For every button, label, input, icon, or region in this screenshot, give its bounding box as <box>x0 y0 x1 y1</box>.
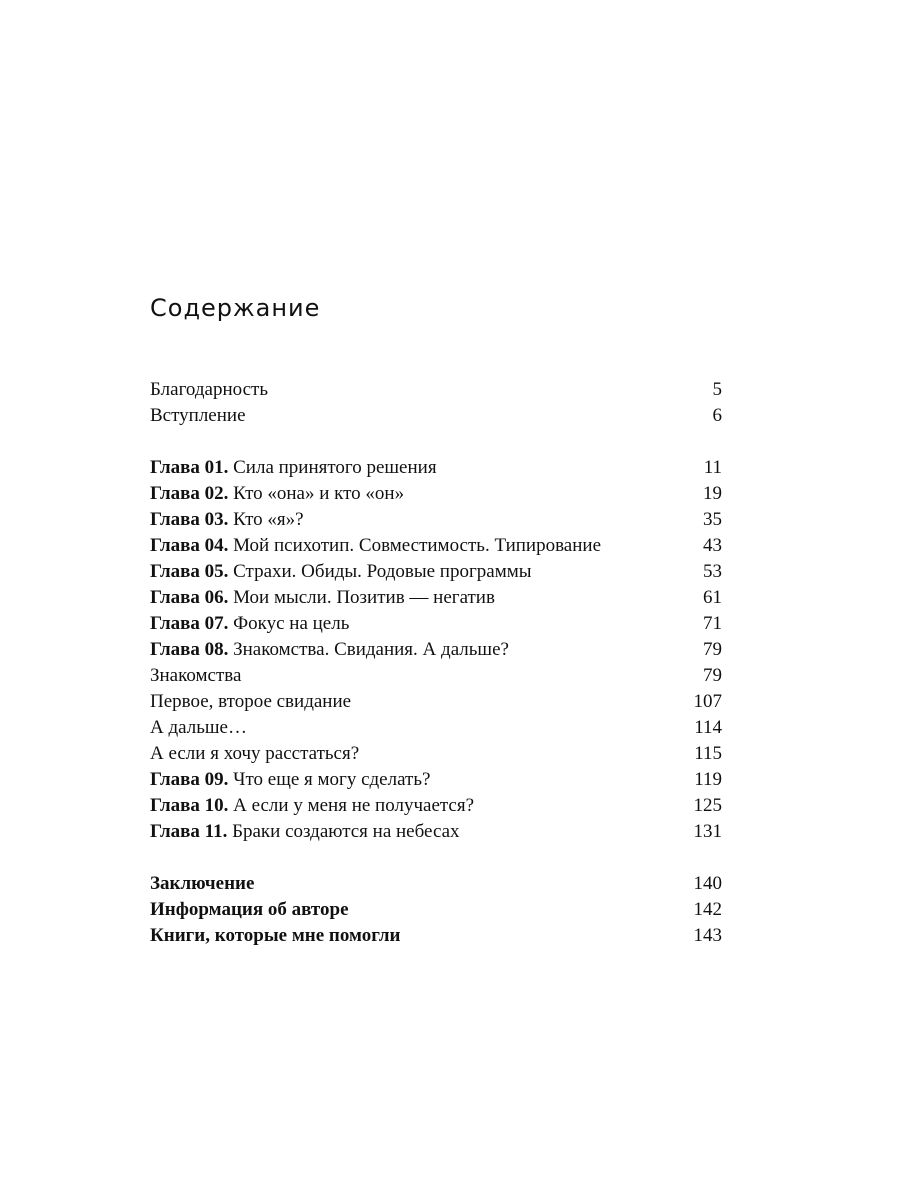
toc-intro-list <box>150 377 722 429</box>
entry-text <box>150 559 532 585</box>
toc-section-entry <box>150 663 722 689</box>
toc-entry <box>150 871 722 897</box>
entry-text <box>150 767 430 793</box>
toc-entry <box>150 897 722 923</box>
entry-title: Заключение <box>150 873 255 894</box>
entry-title: Мой психотип. Совместимость. Типирование <box>233 535 602 556</box>
entry-title: Кто «она» и кто «он» <box>233 483 405 504</box>
entry-title: Браки создаются на небесах <box>232 821 460 842</box>
entry-text <box>150 507 304 533</box>
entry-title: Кто «я»? <box>233 509 304 530</box>
chapter-number: Глава 03. <box>150 509 229 530</box>
toc-section-entry <box>150 741 722 767</box>
entry-page-number: 125 <box>693 795 722 816</box>
entry-text <box>150 481 404 507</box>
chapter-number: Глава 09. <box>150 769 229 790</box>
chapter-number: Глава 06. <box>150 587 229 608</box>
chapter-number: Глава 10. <box>150 795 229 816</box>
toc-section-entry <box>150 715 722 741</box>
toc-chapter-entry <box>150 585 722 611</box>
toc-chapter-entry <box>150 637 722 663</box>
entry-page-number: 61 <box>703 587 722 608</box>
entry-title: Книги, которые мне помогли <box>150 925 401 946</box>
toc-entry <box>150 923 722 949</box>
entry-title: Информация об авторе <box>150 899 349 920</box>
toc-chapter-entry <box>150 507 722 533</box>
entry-page-number: 115 <box>694 743 722 764</box>
toc-chapter-entry <box>150 455 722 481</box>
entry-page-number: 6 <box>712 405 722 426</box>
entry-text <box>150 533 601 559</box>
toc-entry <box>150 377 722 403</box>
entry-text <box>150 455 437 481</box>
entry-title: Что еще я могу сделать? <box>233 769 431 790</box>
chapter-number: Глава 02. <box>150 483 229 504</box>
toc-chapters-list <box>150 455 722 845</box>
entry-page-number: 71 <box>703 613 722 634</box>
entry-page-number: 107 <box>693 691 722 712</box>
entry-title: Знакомства <box>150 665 242 686</box>
toc-chapter-entry <box>150 533 722 559</box>
entry-text <box>150 611 349 637</box>
entry-page-number: 11 <box>703 457 722 478</box>
entry-title: Вступление <box>150 405 246 426</box>
entry-page-number: 5 <box>712 379 722 400</box>
chapter-number: Глава 07. <box>150 613 229 634</box>
toc-chapter-entry <box>150 611 722 637</box>
entry-title: Благодарность <box>150 379 268 400</box>
toc-end-matter-list <box>150 871 722 949</box>
entry-page-number: 79 <box>703 639 722 660</box>
entry-page-number: 131 <box>693 821 722 842</box>
chapter-number: Глава 11. <box>150 821 228 842</box>
entry-title: А если я хочу расстаться? <box>150 743 360 764</box>
toc-chapter-entry <box>150 793 722 819</box>
entry-title: Первое, второе свидание <box>150 691 352 712</box>
entry-title: Мои мысли. Позитив — негатив <box>233 587 495 608</box>
toc-chapter-entry <box>150 819 722 845</box>
entry-page-number: 53 <box>703 561 722 582</box>
entry-text <box>150 637 509 663</box>
entry-page-number: 114 <box>694 717 722 738</box>
toc-section-entry <box>150 689 722 715</box>
entry-page-number: 142 <box>693 899 722 920</box>
entry-page-number: 19 <box>703 483 722 504</box>
entry-title: А если у меня не получается? <box>233 795 475 816</box>
toc-chapter-entry <box>150 767 722 793</box>
toc-chapter-entry <box>150 481 722 507</box>
entry-title: Сила принятого решения <box>233 457 437 478</box>
entry-page-number: 143 <box>693 925 722 946</box>
entry-text <box>150 585 495 611</box>
entry-title: А дальше… <box>150 717 247 738</box>
toc-chapter-entry <box>150 559 722 585</box>
entry-page-number: 35 <box>703 509 722 530</box>
entry-page-number: 79 <box>703 665 722 686</box>
entry-page-number: 43 <box>703 535 722 556</box>
entry-title: Фокус на цель <box>233 613 350 634</box>
chapter-number: Глава 05. <box>150 561 229 582</box>
entry-title: Знакомства. Свидания. А дальше? <box>233 639 509 660</box>
entry-text <box>150 793 474 819</box>
entry-page-number: 140 <box>693 873 722 894</box>
chapter-number: Глава 04. <box>150 535 229 556</box>
toc-entry <box>150 403 722 429</box>
entry-title: Страхи. Обиды. Родовые программы <box>233 561 532 582</box>
entry-text <box>150 819 460 845</box>
page-title: Содержание <box>150 294 321 322</box>
chapter-number: Глава 01. <box>150 457 229 478</box>
chapter-number: Глава 08. <box>150 639 229 660</box>
entry-page-number: 119 <box>694 769 722 790</box>
